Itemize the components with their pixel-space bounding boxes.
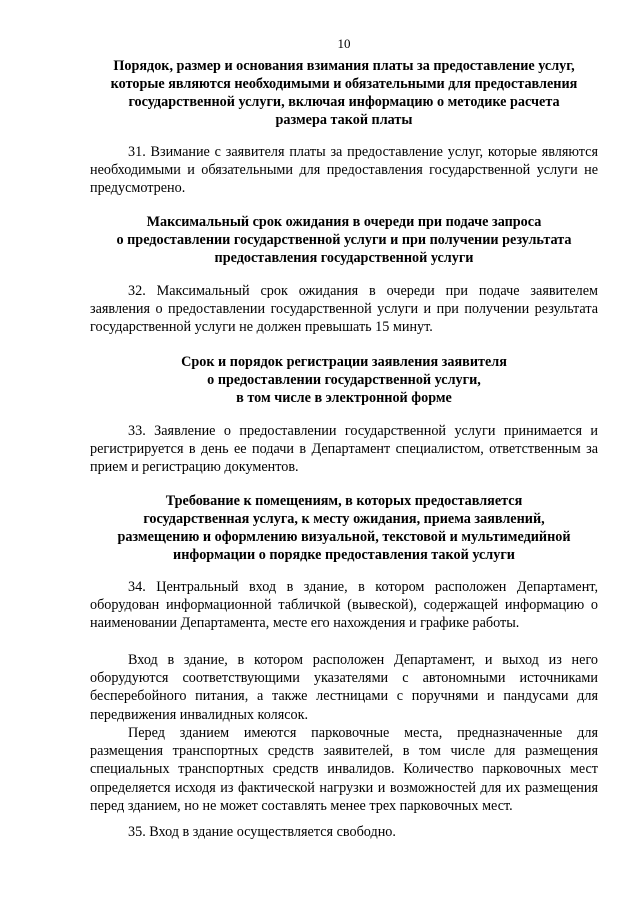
heading-line: о предоставлении государственной услуги, (207, 372, 481, 388)
paragraph-35: 35. Вход в здание осуществляется свободно. (128, 824, 396, 840)
heading-line: Порядок, размер и основания взимания платы за предоставление услуг, (113, 58, 575, 74)
heading-line: государственной услуги, включая информацию о методике расчета (128, 94, 560, 110)
paragraph-31: 31. Взимание с заявителя платы за предоставление услуг, которые являются необходимыми и обязательными для предоставления государственной услуги не предусмотрено. (90, 144, 598, 197)
paragraph-32: 32. Максимальный срок ожидания в очереди при подаче заявителем заявления о предоставлении государственной услуги и при получении результата государственной услуги не должен превышать 15 минут. (90, 283, 598, 336)
heading-line: государственная услуга, к месту ожидания, приема заявлений, (143, 511, 545, 527)
heading-line: информации о порядке предоставления такой услуги (173, 547, 515, 563)
heading-line: размещению и оформлению визуальной, текстовой и мультимедийной (117, 529, 571, 545)
section-heading-queue-time (90, 213, 598, 267)
paragraph-34: 34. Центральный вход в здание, в котором расположен Департамент, оборудован информационной табличкой (вывеской), содержащей информацию о наименовании Департамента, месте его нахождения и графике работы. (90, 579, 598, 632)
heading-line: Максимальный срок ожидания в очереди при подаче запроса (146, 214, 542, 230)
heading-line: которые являются необходимыми и обязательными для предоставления (110, 76, 578, 92)
page-number: 10 (337, 36, 351, 51)
section-heading-registration (90, 353, 598, 407)
heading-line: Требование к помещениям, в которых предоставляется (165, 493, 523, 509)
heading-line: Срок и порядок регистрации заявления заявителя (181, 354, 507, 370)
paragraph-34-entrance: Вход в здание, в котором расположен Департамент, и выход из него оборудуются соответствующими указателями с автономными источниками бесперебойного питания, а также лестницами с поручнями и пандусами для передвижения инвалидных колясок. (90, 652, 598, 723)
section-heading-premises (90, 492, 598, 564)
heading-line: предоставления государственной услуги (214, 250, 474, 266)
paragraph-33: 33. Заявление о предоставлении государственной услуги принимается и регистрируется в день ее подачи в Департамент специалистом, ответственным за прием и регистрацию документов. (90, 423, 598, 476)
heading-line: о предоставлении государственной услуги и при получении результата (116, 232, 572, 248)
heading-line: в том числе в электронной форме (236, 390, 452, 406)
heading-line: размера такой платы (275, 112, 413, 128)
section-heading-payment (90, 57, 598, 129)
paragraph-34-parking: Перед зданием имеются парковочные места, предназначенные для размещения транспортных средств заявителей, в том числе для размещения специальных транспортных средств инвалидов. Количество парковочных мест определяется исходя из фактической нагрузки и возможностей для их размещения перед зданием, но не может составлять менее трех парковочных мест. (90, 725, 598, 814)
